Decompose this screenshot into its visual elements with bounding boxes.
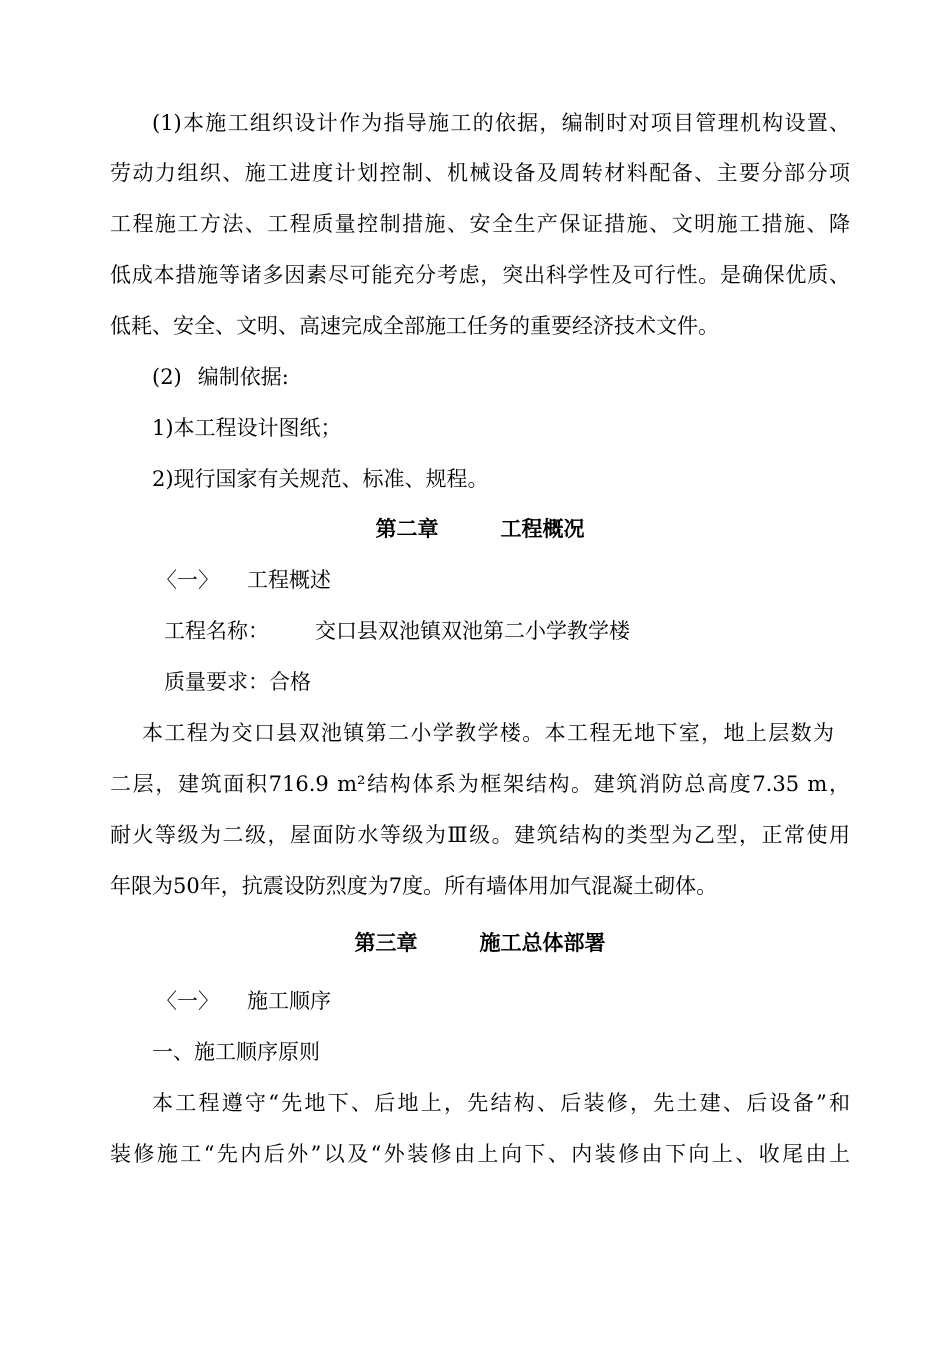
chapter3-para-line-1: 本工程遵守“先地下、后地上，先结构、后装修，先土建、后设备”和: [152, 1091, 850, 1115]
project-name-label: 工程名称：: [164, 619, 269, 643]
intro-para1-line-4: 低成本措施等诸多因素尽可能充分考虑，突出科学性及可行性。是确保优质、: [110, 263, 850, 287]
quality-label: 质量要求：: [164, 670, 269, 694]
chapter2-section-title: 工程概述: [247, 568, 331, 592]
intro-para1-line-3: 工程施工方法、工程质量控制措施、安全生产保证措施、文明施工措施、降: [110, 212, 850, 236]
quality-row: [164, 667, 764, 697]
chapter3-section-title: 施工顺序: [247, 989, 331, 1013]
chapter2-desc-line-4: 年限为50年，抗震设防烈度为7度。所有墙体用加气混凝土砌体。: [110, 874, 718, 898]
chapter3-number: 第三章: [354, 930, 418, 955]
intro-para1-line-1: (1)本施工组织设计作为指导施工的依据，编制时对项目管理机构设置、: [152, 111, 850, 135]
chapter3-title: 施工总体部署: [479, 930, 606, 955]
chapter3-subsection: 一、施工顺序原则: [152, 1040, 320, 1064]
intro-basis-2: 2)现行国家有关规范、标准、规程。: [152, 467, 489, 491]
chapter2-desc-line-3: 耐火等级为二级，屋面防水等级为Ⅲ级。建筑结构的类型为乙型，正常使用: [110, 823, 850, 847]
chapter3-heading: [110, 928, 850, 958]
intro-basis-1: 1)本工程设计图纸；: [152, 416, 342, 440]
chapter2-desc-line-2: 二层，建筑面积716.9 m²结构体系为框架结构。建筑消防总高度7.35 m，: [110, 772, 850, 796]
chapter2-section-number: 〈一〉: [156, 568, 219, 592]
intro-item2-number: (2): [152, 365, 182, 389]
chapter3-section-number: 〈一〉: [156, 989, 219, 1013]
chapter3-para-line-2: 装修施工“先内后外”以及“外装修由上向下、内装修由下向上、收尾由上: [110, 1142, 850, 1166]
intro-para1-line-5: 低耗、安全、文明、高速完成全部施工任务的重要经济技术文件。: [110, 314, 719, 338]
chapter2-desc-line-1: 本工程为交口县双池镇第二小学教学楼。本工程无地下室，地上层数为: [142, 721, 834, 745]
project-name-row: [164, 616, 804, 646]
intro-item2-label: 编制依据:: [197, 365, 289, 389]
chapter2-heading: [110, 514, 850, 544]
chapter2-section: [156, 565, 756, 595]
chapter3-section: [156, 986, 756, 1016]
quality-value: 合格: [269, 670, 311, 694]
project-name-value: 交口县双池镇双池第二小学教学楼: [315, 619, 630, 643]
chapter2-title: 工程概况: [500, 516, 585, 541]
intro-item2: [152, 362, 752, 392]
chapter2-number: 第二章: [375, 516, 439, 541]
intro-para1-line-2: 劳动力组织、施工进度计划控制、机械设备及周转材料配备、主要分部分项: [110, 161, 850, 185]
